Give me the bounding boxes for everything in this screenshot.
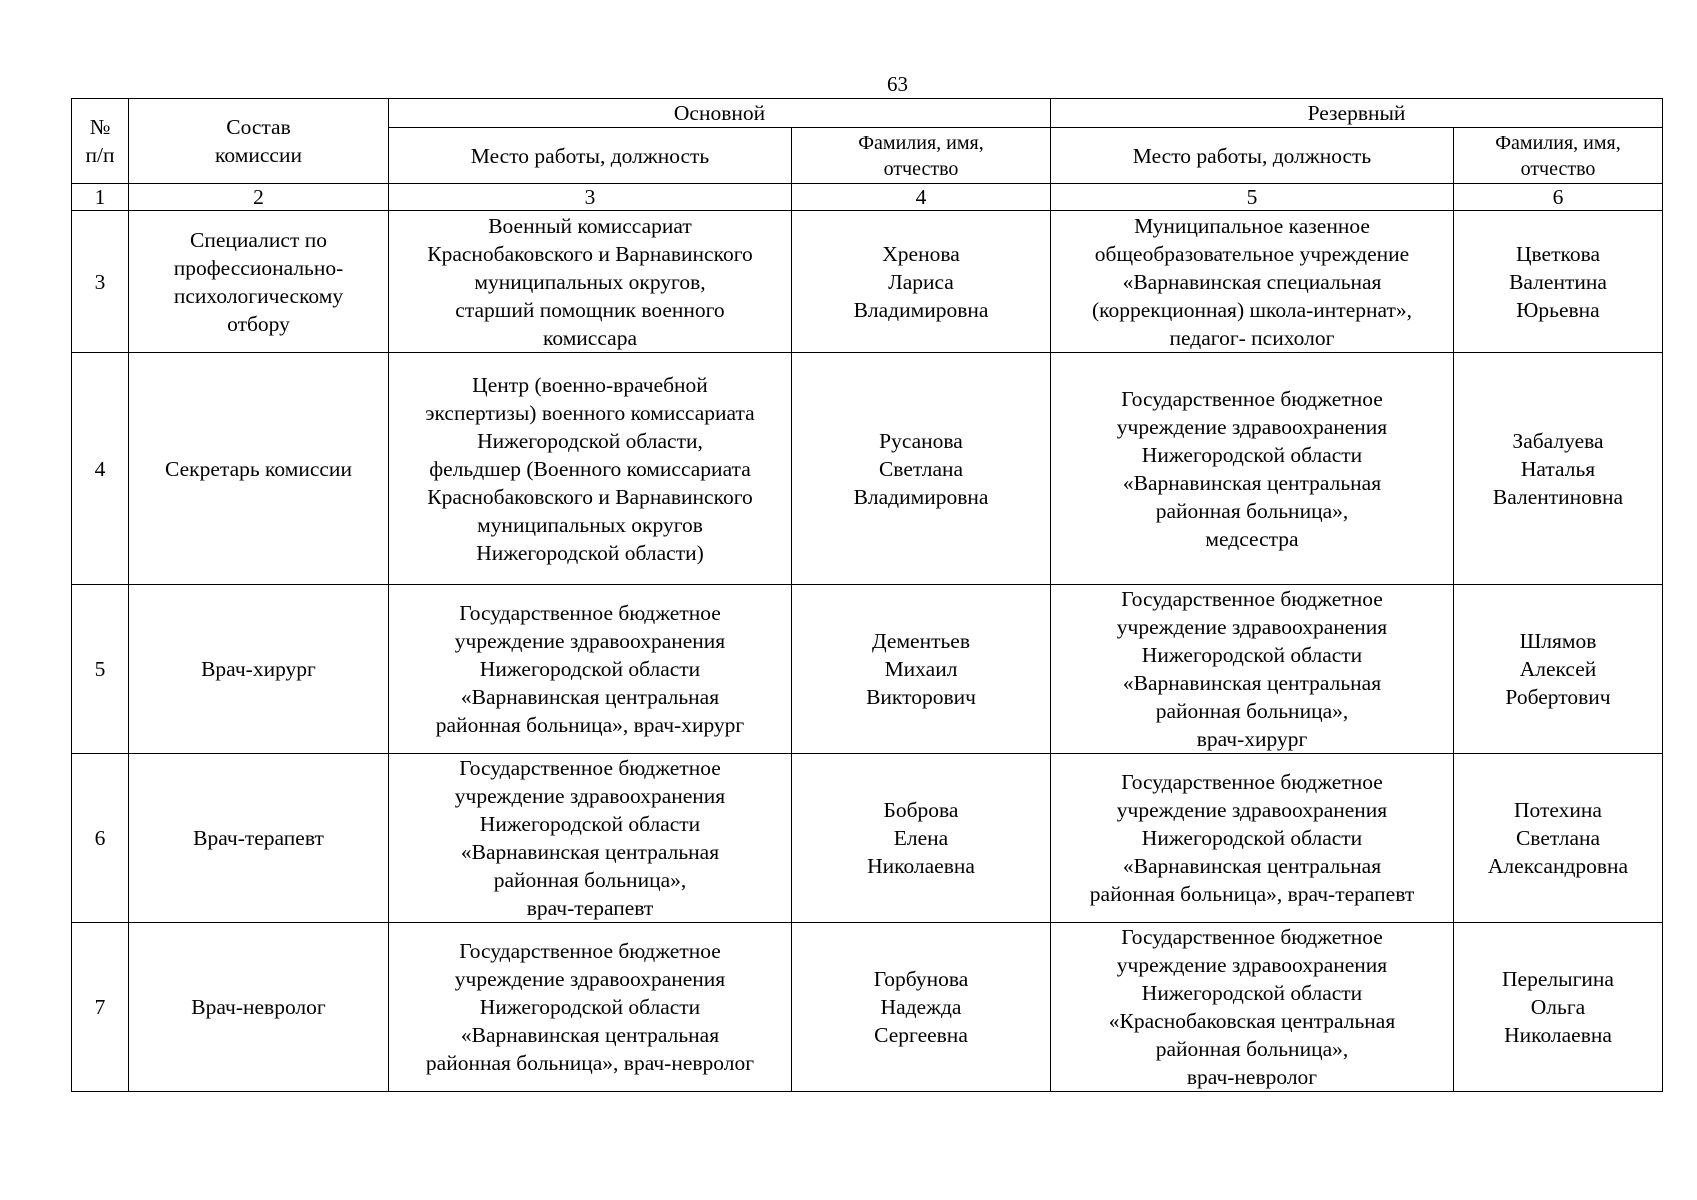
column-number: 4: [792, 184, 1051, 211]
main-workplace-header: Место работы, должность: [389, 128, 792, 184]
role-cell: Специалист по профессионально- психологическому отбору: [129, 211, 389, 353]
reserve-header: Резервный: [1051, 99, 1663, 128]
main-workplace-cell: Государственное бюджетное учреждение здравоохранения Нижегородской области «Варнавинская центральная районная больница», врач-терапевт: [389, 754, 792, 923]
table-row: [72, 585, 1663, 754]
reserve-fullname-header: Фамилия, имя, отчество: [1454, 128, 1663, 184]
row-number: 4: [72, 353, 129, 585]
table-row: [72, 754, 1663, 923]
reserve-workplace-cell: Государственное бюджетное учреждение здравоохранения Нижегородской области «Варнавинская центральная районная больница», врач-хирург: [1051, 585, 1454, 754]
row-number: 7: [72, 923, 129, 1092]
reserve-workplace-cell: Государственное бюджетное учреждение здравоохранения Нижегородской области «Варнавинская центральная районная больница», медсестра: [1051, 353, 1454, 585]
commission-table: [71, 98, 1663, 1092]
reserve-workplace-cell: Государственное бюджетное учреждение здравоохранения Нижегородской области «Краснобаковская центральная районная больница», врач-невролог: [1051, 923, 1454, 1092]
row-number: 5: [72, 585, 129, 754]
composition-header: Состав комиссии: [129, 99, 389, 184]
column-number: 3: [389, 184, 792, 211]
main-workplace-cell: Государственное бюджетное учреждение здравоохранения Нижегородской области «Варнавинская центральная районная больница», врач-невролог: [389, 923, 792, 1092]
main-workplace-cell: Центр (военно-врачебной экспертизы) военного комиссариата Нижегородской области, фельдшер (Военного комиссариата Краснобаковского и Варнавинского муниципальных округов Нижегородской области): [389, 353, 792, 585]
column-number: 1: [72, 184, 129, 211]
main-name-cell: Горбунова Надежда Сергеевна: [792, 923, 1051, 1092]
table-row: [72, 923, 1663, 1092]
reserve-workplace-header: Место работы, должность: [1051, 128, 1454, 184]
reserve-name-cell: Цветкова Валентина Юрьевна: [1454, 211, 1663, 353]
role-cell: Врач-терапевт: [129, 754, 389, 923]
column-number: 2: [129, 184, 389, 211]
column-numbers-row: [72, 184, 1663, 211]
num-header: № п/п: [72, 99, 129, 184]
table-row: [72, 211, 1663, 353]
main-fullname-header: Фамилия, имя, отчество: [792, 128, 1051, 184]
main-name-cell: Русанова Светлана Владимировна: [792, 353, 1051, 585]
main-name-cell: Дементьев Михаил Викторович: [792, 585, 1051, 754]
reserve-name-cell: Шлямов Алексей Робертович: [1454, 585, 1663, 754]
reserve-name-cell: Потехина Светлана Александровна: [1454, 754, 1663, 923]
role-cell: Врач-хирург: [129, 585, 389, 754]
table-row: [72, 353, 1663, 585]
page-number: 63: [887, 72, 908, 96]
row-number: 3: [72, 211, 129, 353]
main-header: Основной: [389, 99, 1051, 128]
main-name-cell: Хренова Лариса Владимировна: [792, 211, 1051, 353]
main-name-cell: Боброва Елена Николаевна: [792, 754, 1051, 923]
column-number: 5: [1051, 184, 1454, 211]
reserve-workplace-cell: Муниципальное казенное общеобразовательное учреждение «Варнавинская специальная (коррекционная) школа-интернат», педагог- психолог: [1051, 211, 1454, 353]
main-workplace-cell: Государственное бюджетное учреждение здравоохранения Нижегородской области «Варнавинская центральная районная больница», врач-хирург: [389, 585, 792, 754]
role-cell: Врач-невролог: [129, 923, 389, 1092]
reserve-name-cell: Перелыгина Ольга Николаевна: [1454, 923, 1663, 1092]
row-number: 6: [72, 754, 129, 923]
role-cell: Секретарь комиссии: [129, 353, 389, 585]
header-row-1: [72, 99, 1663, 128]
column-number: 6: [1454, 184, 1663, 211]
reserve-name-cell: Забалуева Наталья Валентиновна: [1454, 353, 1663, 585]
main-workplace-cell: Военный комиссариат Краснобаковского и Варнавинского муниципальных округов, старший помощник военного комиссара: [389, 211, 792, 353]
reserve-workplace-cell: Государственное бюджетное учреждение здравоохранения Нижегородской области «Варнавинская центральная районная больница», врач-терапевт: [1051, 754, 1454, 923]
